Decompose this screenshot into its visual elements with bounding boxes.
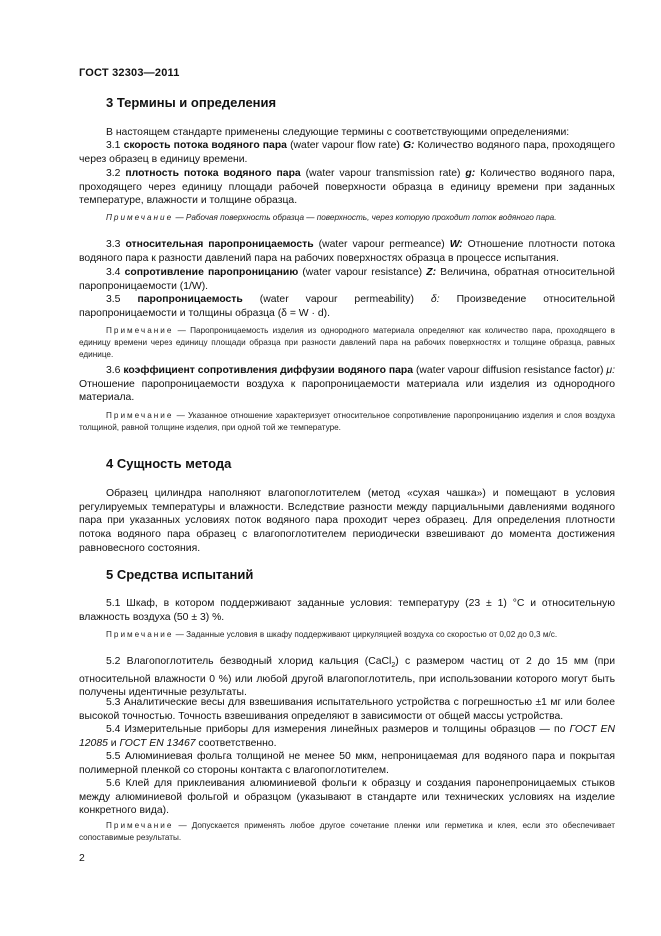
- term-number: 3.4: [106, 267, 121, 278]
- item-5-1: 5.1 Шкаф, в котором поддерживают заданные условия: температуру (23 ± 1) °C и относительную влажность воздуха (50 ± 3) %.: [79, 598, 615, 623]
- note-label: Примечание: [106, 326, 174, 335]
- item-text: 5.4 Измерительные приборы для измерения линейных размеров и толщины образцов — по: [106, 724, 566, 735]
- item-5-2: [79, 655, 615, 700]
- term-english: (water vapour flow rate): [290, 140, 400, 151]
- section-5-title: 5 Средства испытаний: [106, 567, 254, 582]
- term-english: (water vapour resistance): [302, 267, 423, 278]
- note-label: Примечание: [106, 213, 174, 222]
- term-english: (water vapour permeance): [318, 239, 445, 250]
- note-text: — Паропроницаемость изделия из однородного материала определяют как количество пара, проходящего в единицу времени через единицу площади образца при разности давлений пара на рабочих поверхностях и толщине образца, равных единице.: [79, 326, 615, 359]
- term-3-6: [79, 364, 615, 405]
- item-text: 5.2 Влагопоглотитель безводный хлорид кальция (CaCl: [106, 656, 392, 667]
- note-2: [79, 325, 615, 360]
- term-3-3: [79, 238, 615, 265]
- term-name: сопротивление паропроницанию: [124, 267, 299, 278]
- term-3-5: [79, 293, 615, 320]
- standard-header: ГОСТ 32303—2011: [79, 67, 180, 79]
- term-definition: Отношение плотности потока водяного пара к разности давлений пара на рабочих поверхностях образца в процессе испытания.: [79, 239, 616, 264]
- term-name: плотность потока водяного пара: [125, 168, 301, 179]
- section-3-title: 3 Термины и определения: [106, 95, 277, 110]
- page-number: 2: [79, 853, 85, 864]
- term-name: относительная паропроницаемость: [125, 239, 314, 250]
- term-number: 3.6: [106, 365, 121, 376]
- subscript: 2: [391, 662, 396, 670]
- term-name: коэффициент сопротивления диффузии водяного пара: [123, 365, 414, 376]
- section-4-text: Образец цилиндра наполняют влагопоглотителем (метод «сухая чашка») и помещают в условия регулируемых температуры и влажности. Вследствие разности между парциальными давлениями водяного пара при указанных условиях поток водяного пара проходит через образец. Для определения плотности потока водяного пара образец с влагопоглотителем периодически взвешивают до момента достижения равновесного состояния.: [79, 488, 615, 554]
- term-english: (water vapour transmission rate): [305, 168, 461, 179]
- note-1: [79, 212, 615, 224]
- note-text: — Указанное отношение характеризует относительное сопротивление паропроницанию изделия и слоя воздуха толщиной, равной толщине изделия, при одной той же температуре.: [79, 411, 615, 432]
- section-3-intro: В настоящем стандарте применены следующие термины с соответствующими определениями:: [106, 127, 570, 138]
- term-name: паропроницаемость: [137, 294, 243, 305]
- term-definition: Произведение относительной паропроницаемости и толщины образца (δ = W · d).: [79, 294, 616, 319]
- item-5-5: 5.5 Алюминиевая фольга толщиной не менее 50 мкм, непроницаемая для водяного пара и покрытая полимерной пленкой со стороны контакта с влагопоглотителем.: [79, 751, 615, 776]
- term-name: скорость потока водяного пара: [123, 140, 287, 151]
- standard-reference: ГОСТ EN 13467: [119, 737, 196, 749]
- term-definition: Количество водяного пара, проходящего через единицу площади рабочей поверхности образца в единицу времени при заданных температуре, влажности и толщине образца.: [79, 168, 615, 207]
- term-number: 3.2: [106, 168, 121, 179]
- term-number: 3.3: [106, 239, 121, 250]
- term-english: (water vapour diffusion resistance factor): [415, 365, 604, 376]
- term-symbol: g:: [465, 168, 476, 179]
- note-label: Примечание: [106, 821, 174, 830]
- term-3-1: [79, 139, 615, 166]
- term-3-2: [79, 167, 615, 208]
- term-english: (water vapour permeability): [259, 294, 414, 305]
- term-definition: Величина, обратная относительной паропроницаемости (1/W).: [79, 267, 615, 292]
- section-4-title: 4 Сущность метода: [106, 456, 232, 471]
- term-symbol: W:: [449, 239, 463, 250]
- term-definition: Количество водяного пара, проходящего через образец в единицу времени.: [79, 140, 616, 165]
- item-5-4: [79, 723, 615, 750]
- item-5-6: 5.6 Клей для приклеивания алюминиевой фольги к образцу и создания паронепроницаемых стыков между алюминиевой фольгой и образцом (указывают в стандарте или технических условиях на изделие конкретного вида).: [79, 778, 615, 817]
- note-label: Примечание: [106, 630, 174, 639]
- standard-reference: ГОСТ EN 12085: [79, 724, 615, 749]
- note-text: — Рабочая поверхность образца — поверхность, через которую проходит поток водяного пара.: [175, 213, 557, 222]
- item-text-cont: соответственно.: [198, 737, 277, 749]
- term-symbol: δ:: [430, 294, 440, 305]
- term-symbol: Z:: [426, 267, 437, 278]
- note-label: Примечание: [106, 411, 174, 420]
- note-text: — Заданные условия в шкафу поддерживают циркуляцией воздуха со скоростью от 0,02 до 0,3 м/с.: [175, 630, 558, 639]
- note-5: [79, 820, 615, 844]
- term-symbol: G:: [402, 140, 415, 151]
- term-definition: Отношение паропроницаемости воздуха к паропроницаемости материала или изделия из однородного материала.: [79, 378, 615, 404]
- item-text-cont: ) с размером частиц от 2 до 15 мм (при относительной влажности 0 %) или любой другой влагопоглотитель, при использовании которого могут быть получены идентичные результаты.: [79, 656, 616, 699]
- note-4: [79, 629, 615, 641]
- term-3-4: [79, 266, 615, 293]
- term-symbol: μ:: [606, 365, 616, 376]
- item-5-3: 5.3 Аналитические весы для взвешивания испытательного устройства с погрешностью ±1 мг или более высокой точностью. Точность взвешивания определяют в зависимости от общей массы устройства.: [79, 697, 615, 722]
- term-number: 3.1: [106, 140, 121, 151]
- note-text: — Допускается применять любое другое сочетание пленки или герметика и клея, если это обеспечивает сопоставимые результаты.: [79, 821, 615, 842]
- term-number: 3.5: [106, 294, 121, 305]
- note-3: [79, 410, 615, 434]
- conjunction: и: [110, 737, 117, 749]
